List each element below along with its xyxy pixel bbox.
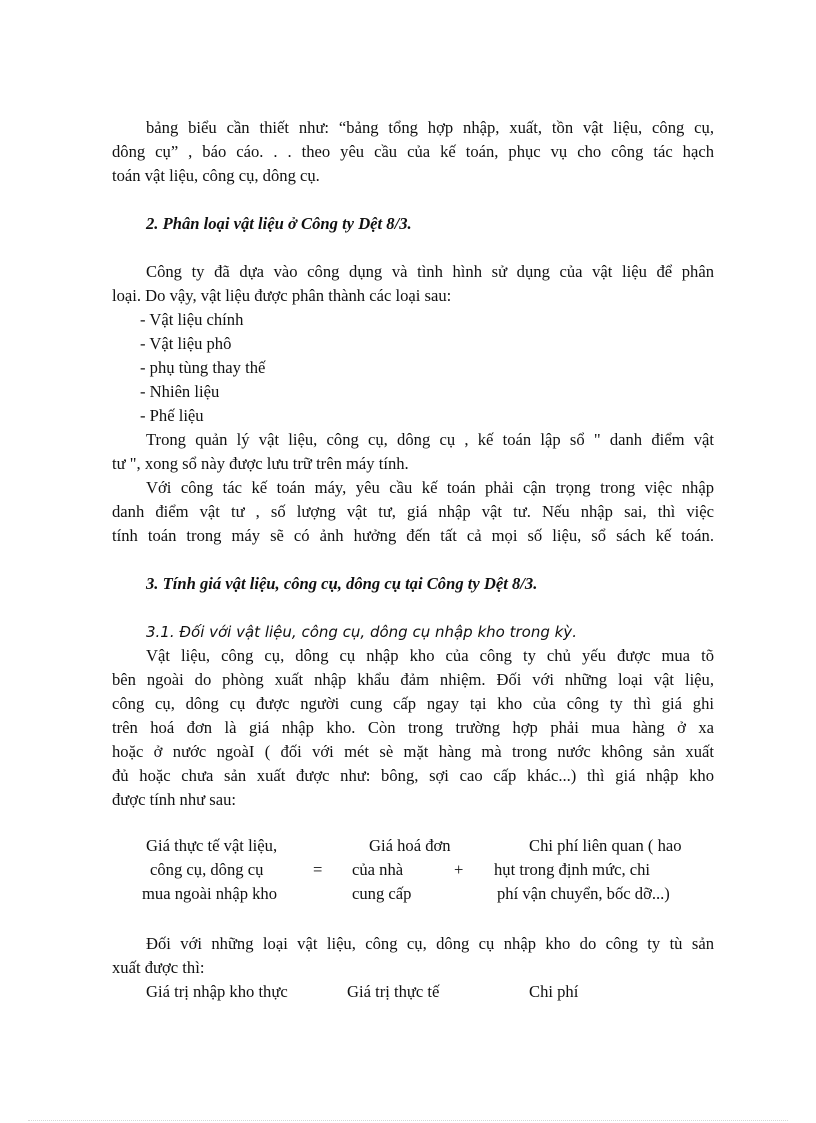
text-line: toán vật liệu, công cụ, dông cụ. [112,166,320,185]
text-line: Với công tác kế toán máy, yêu cầu kế toán phải cận trọng trong việc nhập [146,478,714,497]
paragraph-pricing [112,644,714,812]
text-line: dông cụ” , báo cáo. . . theo yêu cầu của kế toán, phục vụ cho công tác hạch [112,142,714,161]
formula-mid-line: Giá hoá đơn [369,836,451,855]
heading-text: 3. Tính giá vật liệu, công cụ, dông cụ tại Công ty Dệt 8/3. [146,574,538,593]
text-line: xuất được thì: [112,958,205,977]
formula-right-line: Chi phí liên quan ( hao [529,836,682,855]
heading-text: 2. Phân loại vật liệu ở Công ty Dệt 8/3. [146,214,412,233]
text-line: trên hoá đơn là giá nhập kho. Còn trong trường hợp phải mua hàng ở xa [112,718,714,737]
plus-sign: + [454,860,464,879]
page-bottom-divider [28,1120,788,1121]
formula-right-line: hụt trong định mức, chi [494,860,651,879]
formula-mid-line: của nhà [352,860,404,879]
list-item: - Vật liệu chính [140,310,244,329]
formula-mid-line: cung cấp [352,884,412,903]
equals-sign: = [313,860,323,879]
formula-term: Giá trị nhập kho thực [146,982,288,1001]
text-line: bảng biểu cần thiết như: “bảng tổng hợp nhập, xuất, tồn vật liệu, công cụ, [146,118,714,137]
text-line: danh điểm vật tư , số lượng vật tư, giá nhập vật tư. Nếu nhập sai, thì việc [112,502,714,521]
text-line: Vật liệu, công cụ, dông cụ nhập kho của công ty chủ yếu được mua tõ [146,646,714,665]
subsection-heading-3-1 [112,620,714,644]
formula-left-line: Giá thực tế vật liệu, [146,836,278,855]
text-line: Trong quản lý vật liệu, công cụ, dông cụ , kế toán lập sổ " danh điểm vật [146,430,714,449]
text-line: bên ngoài do phòng xuất nhập khẩu đảm nhiệm. Đối với những loại vật liệu, [112,670,714,689]
paragraph-classification [112,260,714,548]
paragraph-intro [112,116,714,188]
text-line: đủ hoặc chưa sản xuất được như: bông, sợi cao cấp khác...) thì giá nhập kho [112,766,714,785]
text-line: công cụ, dông cụ được người cung cấp ngay tại kho của công ty thì giá ghi [112,694,714,713]
list-item: - Nhiên liệu [140,382,220,401]
formula-left-line: mua ngoài nhập kho [142,884,278,903]
formula-term: Giá trị thực tế [347,982,440,1001]
list-item: - Vật liệu phô [140,334,232,353]
list-item: - phụ tùng thay thế [140,358,266,377]
formula-right-line: phí vận chuyển, bốc dỡ...) [497,884,670,903]
list-item: - Phế liệu [140,406,204,425]
formula-left-line: công cụ, dông cụ [150,860,264,879]
text-line: loại. Do vậy, vật liệu được phân thành các loại sau: [112,286,452,305]
subheading-text: 3.1. Đối với vật liệu, công cụ, dông cụ nhập kho trong kỳ. [146,623,577,641]
section-heading-2 [112,212,714,236]
text-line: hoặc ở nước ngoàI ( đối với mét sè mặt hàng mà trong nước không sản xuất [112,742,714,761]
text-line: được tính như sau: [112,790,237,809]
text-line: tư ", xong sổ này được lưu trữ trên máy tính. [112,454,409,473]
text-line: tính toán trong máy sẽ có ảnh hưởng đến tất cả mọi số liệu, sổ sách kế toán. [112,526,714,545]
formula-term: Chi phí [529,982,579,1001]
text-line: Công ty đã dựa vào công dụng và tình hình sử dụng của vật liệu để phân [146,262,714,281]
paragraph-self-produced [112,932,714,980]
section-heading-3 [112,572,714,596]
text-line: Đối với những loại vật liệu, công cụ, dông cụ nhập kho do công ty tù sản [146,934,714,953]
